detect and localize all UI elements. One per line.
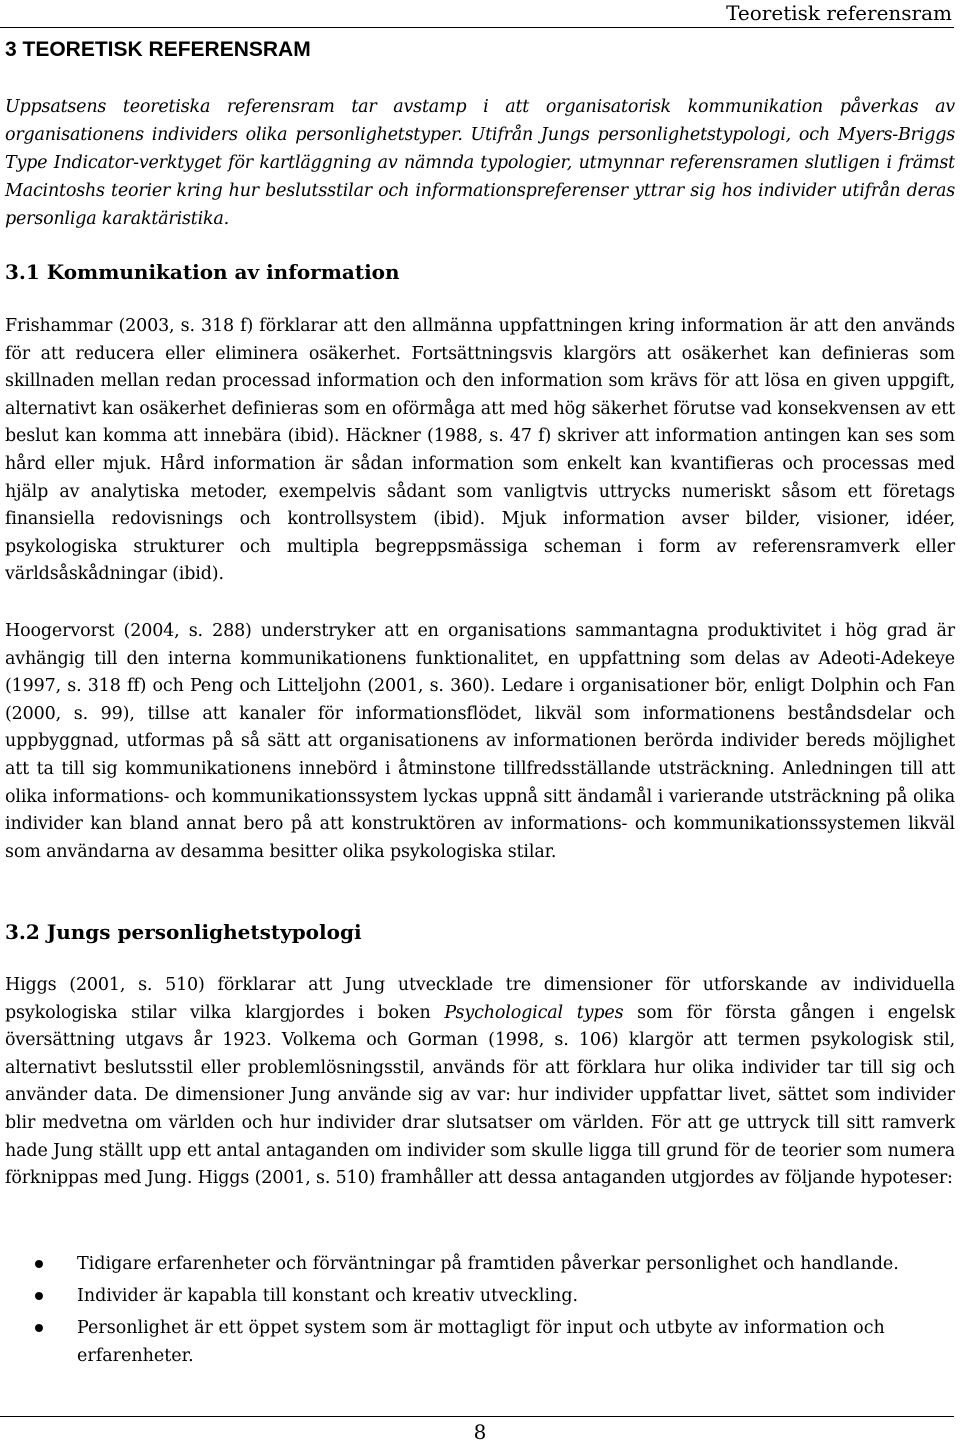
section-heading-3-1: 3.1 Kommunikation av information [5, 260, 400, 284]
bullet-icon [35, 1260, 43, 1268]
list-item-text: Personlighet är ett öppet system som är mottagligt för input och utbyte av information och erfarenheter. [77, 1318, 885, 1366]
footer-rule [0, 1416, 954, 1417]
list-item [5, 1314, 955, 1370]
section-heading-3-2: 3.2 Jungs personlighetstypologi [5, 920, 362, 944]
paragraph-text: som för första gången i engelsk översättning utgavs år 1923. Volkema och Gorman (1998, s. 106) klargör att termen psykologisk stil, alternativt beslutsstil eller problemlösningsstil, används för att förklara hur olika individer tar till sig och använder data. De dimensioner Jung använde sig av var: hur individer uppfattar livet, sättet som individer blir medvetna om världen och hur individer drar slutsatser om världen. För att ge uttryck till sitt ramverk hade Jung ställt upp ett antal antaganden om individer som skulle ligga till grund för de teorier som numera förknippas med Jung. Higgs (2001, s. 510) framhåller att dessa antaganden utgjordes av följande hypoteser: [5, 1002, 955, 1189]
list-item-text: Individer är kapabla till konstant och kreativ utveckling. [77, 1286, 579, 1306]
running-header: Teoretisk referensram [726, 1, 952, 25]
list-item [5, 1250, 955, 1278]
body-paragraph: Hoogervorst (2004, s. 288) understryker att en organisations sammantagna produktivitet i hög grad är avhängig till den interna kommunikationens funktionalitet, en uppfattning som delas av Adeoti-Adekeye (1997, s. 318 ff) och Peng och Litteljohn (2001, s. 360). Ledare i organisationer bör, enligt Dolphin och Fan (2000, s. 99), tillse att kanaler för informationsflödet, likväl som informationens beståndsdelar och uppbyggnad, utformas på så sätt att organisationens av informationen berörda individer bereds möjlighet att ta till sig kommunikationens innebörd i åtminstone tillfredsställande utsträckning. Anledningen till att olika informations- och kommunikationssystem lyckas uppnå sitt ändamål i varierande utsträckning på olika individer kan bland annat bero på att konstruktören av informations- och kommunikationssystemen likväl som användarna av desamma besitter olika psykologiska stilar. [5, 621, 955, 862]
hypotheses-list [5, 1250, 955, 1374]
bullet-icon [35, 1324, 43, 1332]
paragraph-text: Higgs (2001, s. 510) förklarar att Jung utvecklade tre dimensioner för utforskande av individuella psykologiska stilar vilka klargjordes i boken [5, 975, 955, 1023]
book-title: Psychological types [444, 1002, 624, 1023]
bullet-icon [35, 1292, 43, 1300]
body-paragraph: Frishammar (2003, s. 318 f) förklarar att den allmänna uppfattningen kring information är att den används för att reducera eller eliminera osäkerhet. Fortsättningsvis klargörs att osäkerhet kan definieras som skillnaden mellan redan processad information och den information som krävs för att lösa en given uppgift, alternativt kan osäkerhet definieras som en oförmåga att med hög säkerhet förutse vad konsekvensen av ett beslut kan komma att innebära (ibid). Häckner (1988, s. 47 f) skriver att information antingen kan ses som hård eller mjuk. Hård information är sådan information som enkelt kan kvantifieras och processas med hjälp av analytiska metoder, exempelvis sådant som vanligtvis uttrycks numeriskt såsom ett företags finansiella redovisnings och kontrollsystem (ibid). Mjuk information avser bilder, visioner, idéer, psykologiska strukturer och multipla begreppsmässiga scheman i form av referensramverk eller världsåskådningar (ibid). [5, 316, 955, 585]
list-item [5, 1282, 955, 1310]
intro-paragraph: Uppsatsens teoretiska referensram tar avstamp i att organisatorisk kommunikation påverkas av organisationens individers olika personlighetstyper. Utifrån Jungs personlighetstypologi, och Myers-Briggs Type Indicator-verktyget för kartläggning av nämnda typologier, utmynnar referensramen slutligen i främst Macintoshs teorier kring hur beslutsstilar och informationspreferenser yttrar sig hos individer utifrån deras personliga karaktäristika. [5, 97, 955, 229]
page-number: 8 [473, 1420, 487, 1444]
list-item-text: Tidigare erfarenheter och förväntningar på framtiden påverkar personlighet och handlande. [77, 1254, 899, 1274]
body-paragraph [5, 972, 955, 1193]
chapter-title: 3 TEORETISK REFERENSRAM [5, 38, 311, 61]
header-rule [0, 27, 954, 28]
